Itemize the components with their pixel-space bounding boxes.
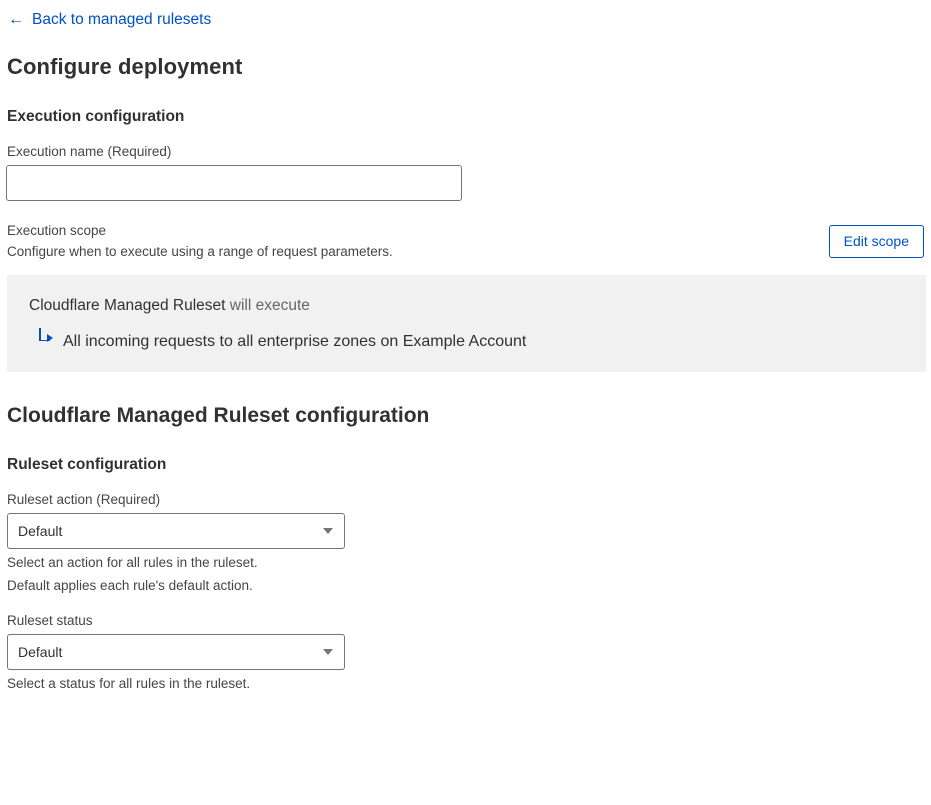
ruleset-action-helper-1: Select an action for all rules in the ruleset. [7, 555, 258, 570]
ruleset-action-select-wrap [7, 513, 345, 549]
summary-ruleset-line [29, 297, 904, 315]
ruleset-configuration-heading: Ruleset configuration [7, 456, 167, 473]
ruleset-status-helper-1: Select a status for all rules in the ruleset. [7, 676, 251, 692]
back-to-managed-rulesets-link[interactable] [8, 12, 211, 28]
back-link-label: Back to managed rulesets [32, 11, 212, 29]
execution-scope-row [6, 223, 925, 259]
ruleset-status-select[interactable] [7, 634, 345, 670]
ruleset-status-value: Default [18, 644, 63, 661]
summary-ruleset-name: Cloudflare Managed Ruleset [29, 297, 226, 314]
managed-ruleset-configuration-heading: Cloudflare Managed Ruleset configuration [7, 404, 430, 427]
execution-scope-description: Configure when to execute using a range of request parameters. [7, 244, 393, 259]
summary-scope-text: All incoming requests to all enterprise zones on Example Account [63, 333, 527, 350]
arrow-left-icon: ← [8, 11, 24, 28]
execution-configuration-heading: Execution configuration [7, 108, 185, 125]
configure-deployment-page [0, 12, 931, 805]
ruleset-action-select[interactable] [7, 513, 345, 549]
execution-name-input[interactable] [6, 165, 462, 201]
ruleset-status-label: Ruleset status [7, 613, 93, 629]
edit-scope-button[interactable]: Edit scope [829, 225, 924, 258]
ruleset-status-select-wrap [7, 634, 345, 670]
execution-scope-label: Execution scope [7, 223, 107, 238]
summary-scope-line [37, 328, 904, 348]
page-title: Configure deployment [7, 54, 243, 79]
branch-arrow-icon [37, 328, 55, 348]
ruleset-action-label: Ruleset action (Required) [7, 492, 161, 507]
execution-name-label: Execution name (Required) [7, 144, 172, 159]
ruleset-action-helper-2: Default applies each rule's default action. [7, 578, 253, 594]
execution-scope-text [6, 223, 393, 259]
execution-scope-summary-panel [7, 275, 926, 372]
ruleset-action-value: Default [18, 523, 63, 539]
summary-will-execute: will execute [225, 297, 310, 314]
